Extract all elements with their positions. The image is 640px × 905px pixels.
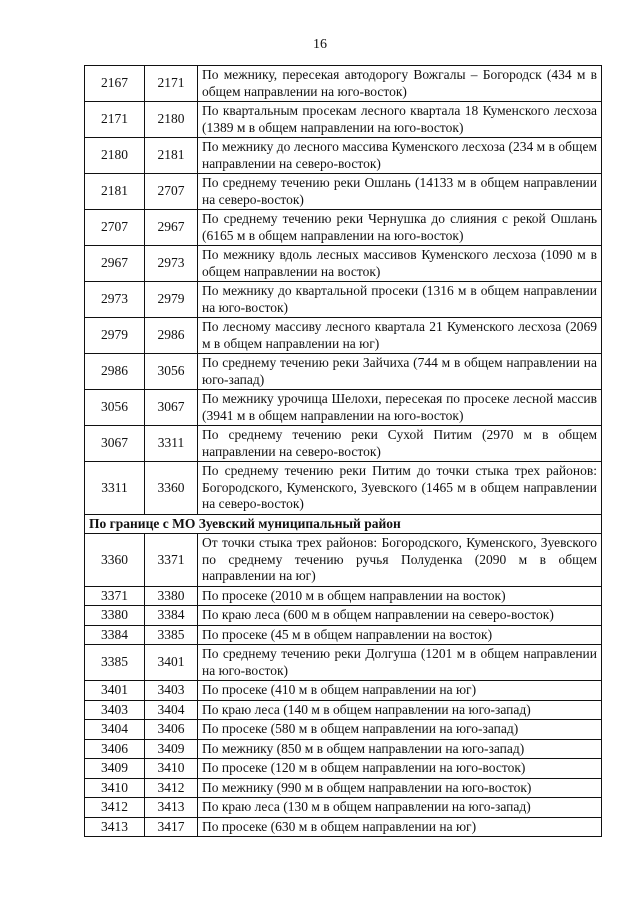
point-from: 2986	[85, 354, 145, 390]
point-from: 3410	[85, 778, 145, 798]
segment-description: По межнику (850 м в общем направлении на юго-запад)	[198, 739, 602, 759]
point-to: 3311	[145, 426, 198, 462]
segment-description: По среднему течению реки Чернушка до слияния с рекой Ошлань (6165 м в общем направлении на юго-восток)	[198, 210, 602, 246]
table-row	[85, 426, 602, 462]
segment-description: По среднему течению реки Зайчиха (744 м в общем направлении на юго-запад)	[198, 354, 602, 390]
table-row	[85, 246, 602, 282]
segment-description: По просеке (45 м в общем направлении на восток)	[198, 625, 602, 645]
point-from: 3404	[85, 720, 145, 740]
point-to: 3385	[145, 625, 198, 645]
point-to: 3409	[145, 739, 198, 759]
point-to: 2973	[145, 246, 198, 282]
point-to: 3417	[145, 817, 198, 837]
segment-description: По межнику до лесного массива Куменского лесхоза (234 м в общем направлении на северо-восток)	[198, 138, 602, 174]
segment-description: По просеке (120 м в общем направлении на юго-восток)	[198, 759, 602, 779]
segment-description: По просеке (410 м в общем направлении на юг)	[198, 681, 602, 701]
point-to: 3410	[145, 759, 198, 779]
table-row	[85, 778, 602, 798]
section-heading: По границе с МО Зуевский муниципальный район	[85, 514, 602, 534]
segment-description: По среднему течению реки Питим до точки стыка трех районов: Богородского, Куменского, Зуевского (1465 м в общем направлении на северо-восток)	[198, 462, 602, 515]
table-row	[85, 462, 602, 515]
section	[85, 514, 602, 534]
point-to: 3406	[145, 720, 198, 740]
segment-description: По краю леса (140 м в общем направлении на юго-запад)	[198, 700, 602, 720]
segment-description: По среднему течению реки Долгуша (1201 м в общем направлении на юго-восток)	[198, 645, 602, 681]
point-to: 3404	[145, 700, 198, 720]
table-row	[85, 102, 602, 138]
table-row	[85, 720, 602, 740]
point-from: 2973	[85, 282, 145, 318]
point-from: 3406	[85, 739, 145, 759]
point-to: 3413	[145, 798, 198, 818]
segment-description: По межнику до квартальной просеки (1316 м в общем направлении на юго-восток)	[198, 282, 602, 318]
table-row	[85, 390, 602, 426]
table-row	[85, 318, 602, 354]
point-from: 3401	[85, 681, 145, 701]
point-to: 3371	[145, 534, 198, 587]
segment-description: По краю леса (130 м в общем направлении на юго-запад)	[198, 798, 602, 818]
table-row	[85, 681, 602, 701]
table-row	[85, 645, 602, 681]
segment-description: По просеке (2010 м в общем направлении на восток)	[198, 586, 602, 606]
segment-description: По среднему течению реки Ошлань (14133 м в общем направлении на северо-восток)	[198, 174, 602, 210]
point-to: 3380	[145, 586, 198, 606]
table-row	[85, 174, 602, 210]
point-to: 2181	[145, 138, 198, 174]
point-to: 2967	[145, 210, 198, 246]
point-from: 2167	[85, 66, 145, 102]
table-row	[85, 739, 602, 759]
segment-description: По межнику вдоль лесных массивов Куменского лесхоза (1090 м в общем направлении на восток)	[198, 246, 602, 282]
table-row	[85, 534, 602, 587]
page-number: 16	[313, 37, 327, 52]
point-from: 3409	[85, 759, 145, 779]
point-to: 3384	[145, 606, 198, 626]
segment-description: По просеке (630 м в общем направлении на юг)	[198, 817, 602, 837]
table-row	[85, 282, 602, 318]
point-to: 2171	[145, 66, 198, 102]
point-to: 3067	[145, 390, 198, 426]
segment-description: По квартальным просекам лесного квартала 18 Куменского лесхоза (1389 м в общем направлении на юго-восток)	[198, 102, 602, 138]
point-from: 3056	[85, 390, 145, 426]
point-from: 3384	[85, 625, 145, 645]
point-to: 2180	[145, 102, 198, 138]
table-row	[85, 700, 602, 720]
segment-description: По лесному массиву лесного квартала 21 Куменского лесхоза (2069 м в общем направлении на юг)	[198, 318, 602, 354]
boundary-table	[84, 65, 602, 837]
table-row	[85, 625, 602, 645]
point-to: 3412	[145, 778, 198, 798]
point-to: 2979	[145, 282, 198, 318]
point-to: 3056	[145, 354, 198, 390]
point-to: 2986	[145, 318, 198, 354]
point-to: 3403	[145, 681, 198, 701]
table-row	[85, 66, 602, 102]
table-row	[85, 354, 602, 390]
segment-description: По среднему течению реки Сухой Питим (2970 м в общем направлении на северо-восток)	[198, 426, 602, 462]
point-from: 3311	[85, 462, 145, 515]
point-from: 2181	[85, 174, 145, 210]
table-row	[85, 138, 602, 174]
rows-after	[85, 534, 602, 837]
point-from: 2967	[85, 246, 145, 282]
point-from: 3067	[85, 426, 145, 462]
point-from: 3380	[85, 606, 145, 626]
table-row	[85, 798, 602, 818]
point-to: 3360	[145, 462, 198, 515]
segment-description: По краю леса (600 м в общем направлении на северо-восток)	[198, 606, 602, 626]
table-row	[85, 586, 602, 606]
point-from: 2180	[85, 138, 145, 174]
point-from: 3371	[85, 586, 145, 606]
point-to: 3401	[145, 645, 198, 681]
point-from: 2979	[85, 318, 145, 354]
segment-description: По межнику урочища Шелохи, пересекая по просеке лесной массив (3941 м в общем направлении на юго-восток)	[198, 390, 602, 426]
point-from: 3385	[85, 645, 145, 681]
point-from: 3412	[85, 798, 145, 818]
section-heading-row	[85, 514, 602, 534]
segment-description: По межнику, пересекая автодорогу Вожгалы – Богородск (434 м в общем направлении на юго-восток)	[198, 66, 602, 102]
table-row	[85, 210, 602, 246]
segment-description: От точки стыка трех районов: Богородского, Куменского, Зуевского по среднему течению ручья Полуденка (2090 м в общем направлении на юг)	[198, 534, 602, 587]
point-from: 3403	[85, 700, 145, 720]
point-from: 2171	[85, 102, 145, 138]
segment-description: По межнику (990 м в общем направлении на юго-восток)	[198, 778, 602, 798]
point-from: 3413	[85, 817, 145, 837]
segment-description: По просеке (580 м в общем направлении на юго-запад)	[198, 720, 602, 740]
rows-before	[85, 66, 602, 515]
table-row	[85, 759, 602, 779]
point-from: 3360	[85, 534, 145, 587]
point-from: 2707	[85, 210, 145, 246]
table-row	[85, 606, 602, 626]
table-row	[85, 817, 602, 837]
point-to: 2707	[145, 174, 198, 210]
